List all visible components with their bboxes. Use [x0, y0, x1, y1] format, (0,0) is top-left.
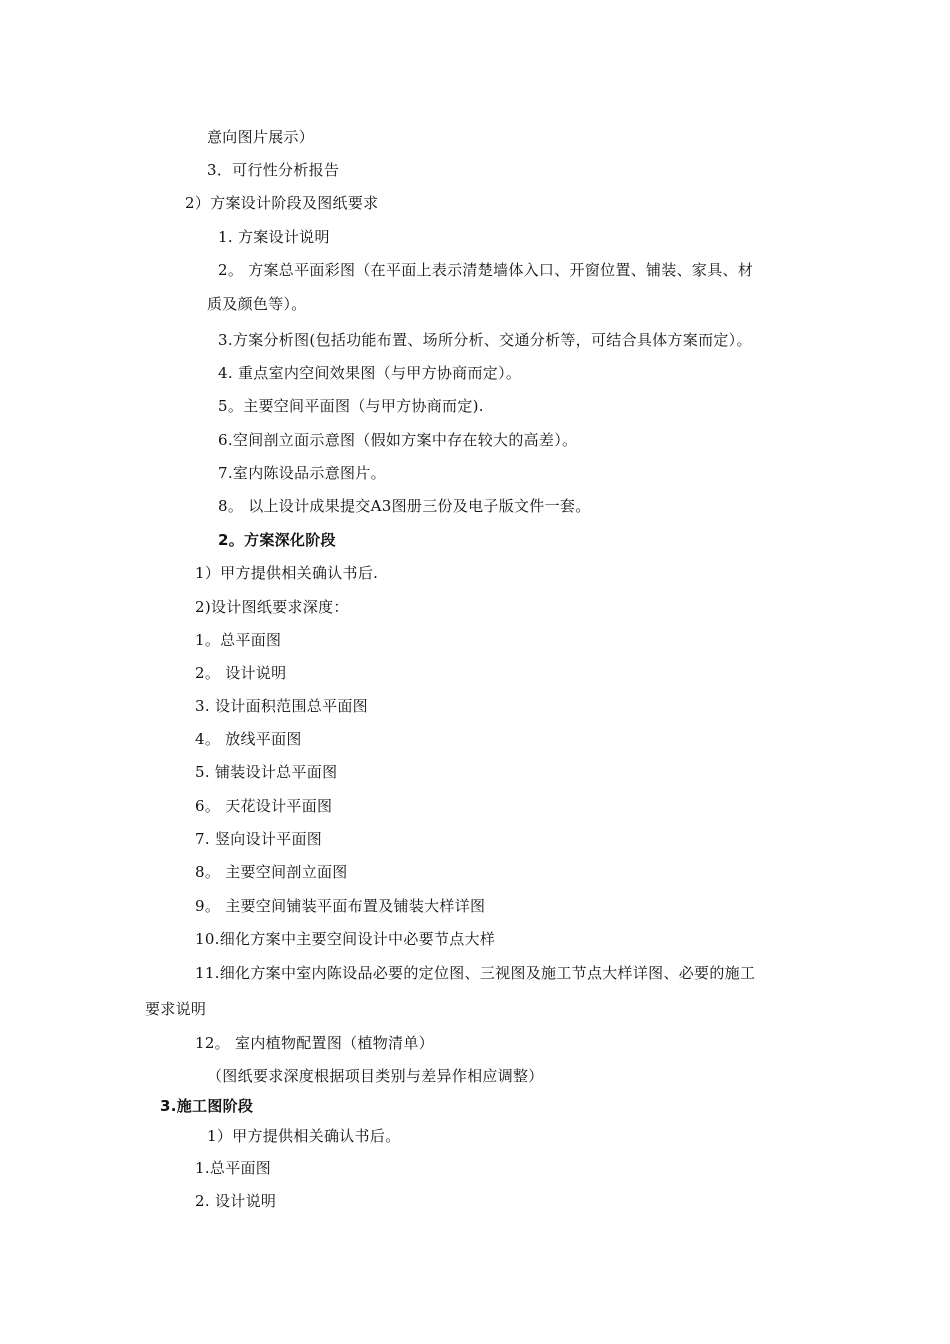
text-line-8: 4. 重点室内空间效果图（与甲方协商而定）。	[218, 364, 522, 382]
text-line-14: 1）甲方提供相关确认书后.	[195, 564, 379, 582]
text-line-26: 11.细化方案中室内陈设品必要的定位图、三视图及施工节点大样详图、必要的施工	[195, 964, 756, 982]
text-line-17: 2。 设计说明	[195, 664, 287, 682]
text-line-22: 7. 竖向设计平面图	[195, 830, 323, 848]
section-heading-scheme-deepening: 2。方案深化阶段	[218, 531, 336, 549]
text-line-19: 4。 放线平面图	[195, 730, 302, 748]
text-line-28: 12。 室内植物配置图（植物清单）	[195, 1034, 434, 1052]
text-line-10: 6.空间剖立面示意图（假如方案中存在较大的高差）。	[218, 431, 578, 449]
text-line-33: 2. 设计说明	[195, 1192, 277, 1210]
text-line-32: 1.总平面图	[195, 1159, 272, 1177]
text-line-9: 5。主要空间平面图（与甲方协商而定).	[218, 397, 484, 415]
text-line-21: 6。 天花设计平面图	[195, 797, 333, 815]
text-line-1: 意向图片展示）	[207, 128, 315, 146]
text-line-11: 7.室内陈设品示意图片。	[218, 464, 386, 482]
text-line-7: 3.方案分析图(包括功能布置、场所分析、交通分析等，可结合具体方案而定）。	[218, 331, 752, 349]
text-line-23: 8。 主要空间剖立面图	[195, 863, 348, 881]
text-line-6: 质及颜色等）。	[207, 295, 307, 313]
text-line-20: 5. 铺装设计总平面图	[195, 763, 338, 781]
text-line-2: 3．可行性分析报告	[207, 161, 340, 179]
text-line-12: 8。 以上设计成果提交A3图册三份及电子版文件一套。	[218, 497, 591, 515]
text-line-15: 2)设计图纸要求深度：	[195, 598, 349, 616]
section-heading-construction-drawing: 3.施工图阶段	[160, 1097, 254, 1115]
text-line-27: 要求说明	[145, 1000, 207, 1018]
text-line-31: 1）甲方提供相关确认书后。	[207, 1127, 401, 1145]
text-line-4: 1. 方案设计说明	[218, 228, 330, 246]
text-line-24: 9。 主要空间铺装平面布置及铺装大样详图	[195, 897, 486, 915]
text-line-18: 3. 设计面积范围总平面图	[195, 697, 368, 715]
text-line-5: 2。 方案总平面彩图（在平面上表示清楚墙体入口、开窗位置、铺装、家具、材	[218, 261, 754, 279]
section-heading-scheme-design: 2）方案设计阶段及图纸要求	[185, 194, 379, 212]
text-line-25: 10.细化方案中主要空间设计中必要节点大样	[195, 930, 496, 948]
text-line-16: 1。总平面图	[195, 631, 282, 649]
text-line-29: （图纸要求深度根据项目类别与差异作相应调整）	[207, 1067, 544, 1085]
